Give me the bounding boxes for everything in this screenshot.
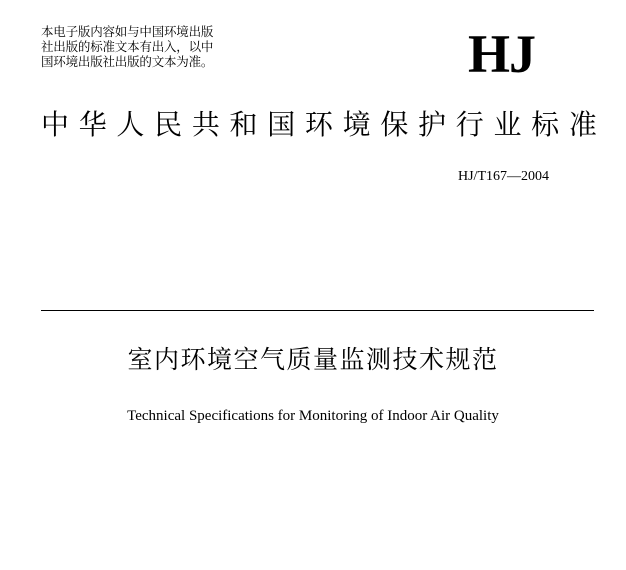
category-char: 行 — [455, 108, 484, 141]
disclaimer-line-1: 本电子版内容如与中国环境出版 — [41, 24, 214, 39]
hj-logo: HJ — [468, 24, 536, 84]
divider-line — [41, 310, 594, 311]
standard-category-heading — [41, 106, 597, 144]
category-char: 准 — [568, 108, 597, 141]
category-char: 标 — [531, 108, 560, 141]
category-char: 护 — [418, 108, 447, 141]
category-char: 华 — [78, 108, 107, 141]
document-title-chinese: 室内环境空气质量监测技术规范 — [127, 345, 499, 374]
category-char: 环 — [304, 108, 333, 141]
category-char: 共 — [191, 108, 220, 141]
category-char: 和 — [229, 108, 258, 141]
category-char: 人 — [116, 108, 145, 141]
document-title-english: Technical Specifications for Monitoring of Indoor Air Quality — [127, 408, 499, 424]
standard-number: HJ/T167—2004 — [458, 169, 549, 184]
category-char: 保 — [380, 108, 409, 141]
category-char: 中 — [41, 108, 70, 141]
category-char: 民 — [154, 108, 183, 141]
disclaimer-line-2: 社出版的标准文本有出入，以中 — [41, 39, 214, 54]
category-char: 国 — [267, 108, 296, 141]
category-char: 业 — [493, 108, 522, 141]
category-char: 境 — [342, 108, 371, 141]
disclaimer-notice — [41, 24, 271, 69]
disclaimer-line-3: 国环境出版社出版的文本为准。 — [41, 54, 214, 69]
